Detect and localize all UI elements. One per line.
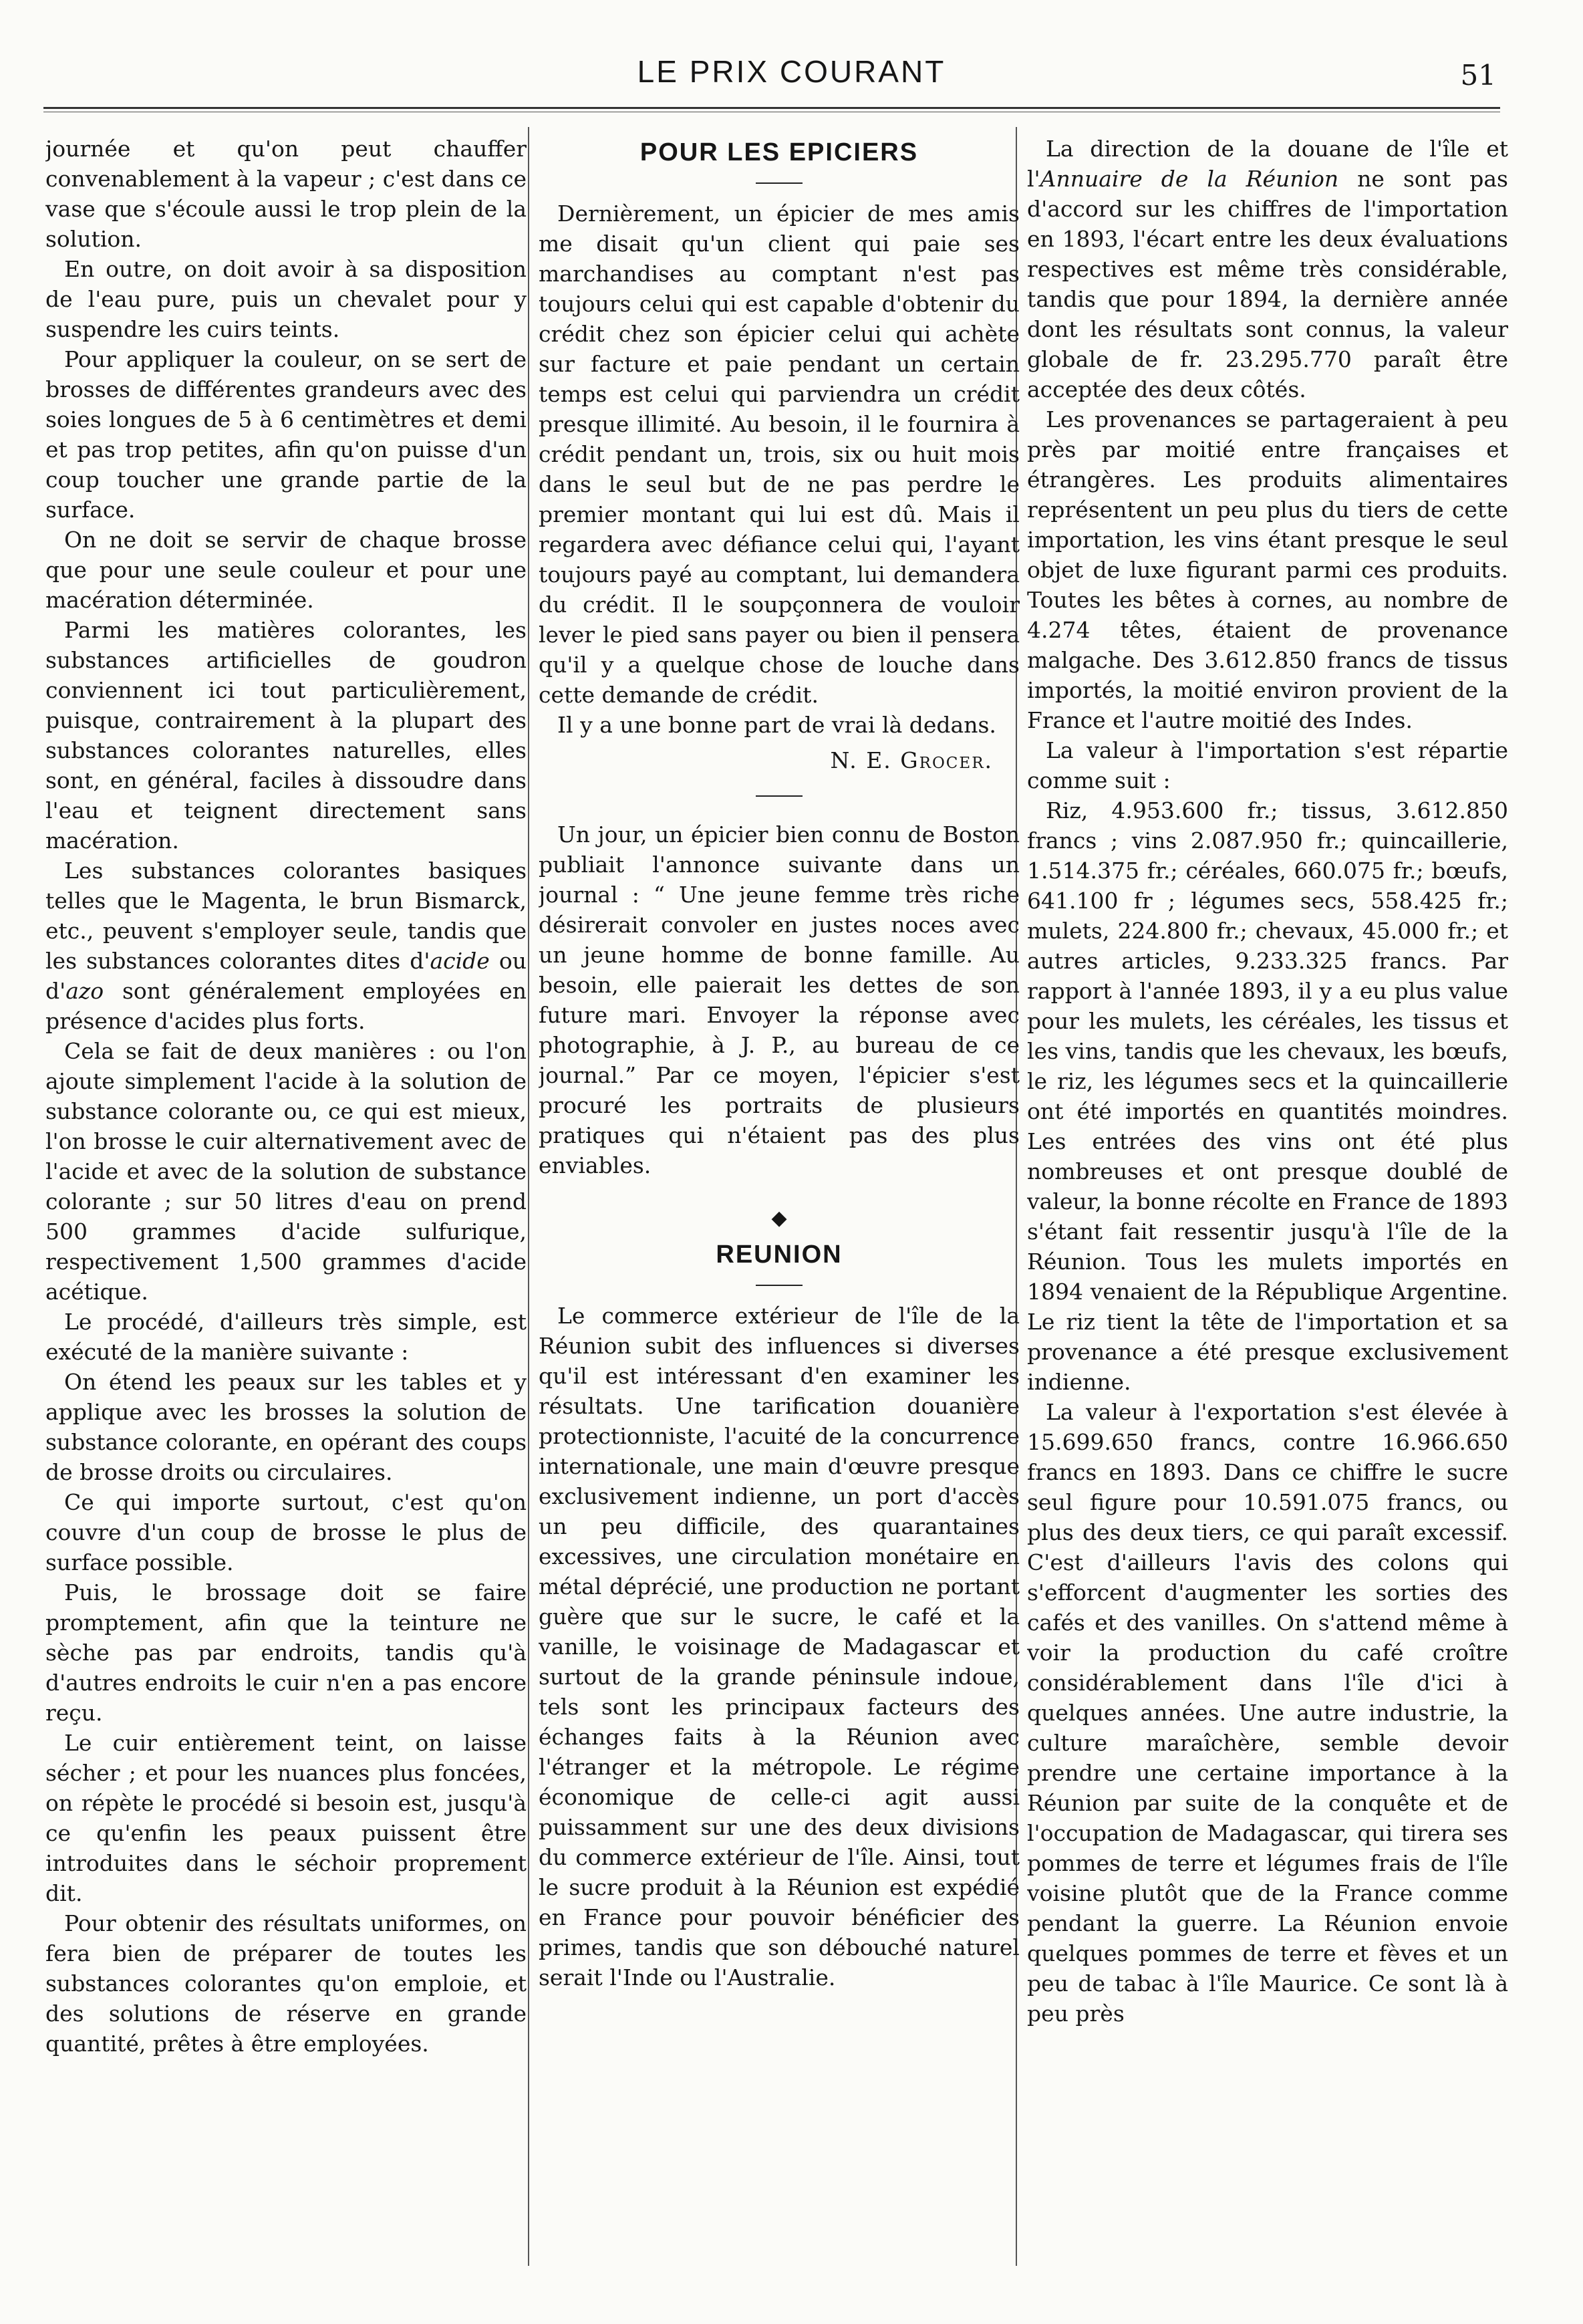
paragraph: Dernièrement, un épicier de mes amis me disait qu'un client qui paie ses marchandises au comptant n'est pas toujours celui qui est capable d'obtenir du crédit chez son épicier celui qui achète sur facture et paie pendant un certain temps est celui qui parviendra un crédit presque illimité. Au besoin, il le fournira à crédit pendant un, trois, six ou huit mois dans le seul but de ne pas perdre le premier montant qui lui est dû. Mais il regardera avec défiance celui qui, l'ayant toujours payé au comptant, lui demandera du crédit. Il le soupçonnera de vouloir lever le pied sans payer ou bien il pensera qu'il y a quelque chose de louche dans cette demande de crédit. xyxy=(539,201,1020,708)
column-1 xyxy=(45,134,527,2259)
italic-title: Annuaire de la Réunion xyxy=(1040,166,1339,192)
paragraph: Parmi les matières colorantes, les substances artificielles de goudron conviennent ici tout particulièrement, puisque, contrairement à la plupart des substances colorantes naturelles, elles sont, en général, faciles à dissoudre dans l'eau et teignent directement sans macération. xyxy=(45,617,527,854)
text-run: Les substances colorantes basiques telles que le Magenta, le brun Bismarck, etc., peuvent s'employer seule, tandis que les substances colorantes dites d' xyxy=(45,858,527,974)
italic-term: acide xyxy=(430,948,490,974)
paragraph: Riz, 4.953.600 fr.; tissus, 3.612.850 francs ; vins 2.087.950 fr.; quincaillerie, 1.514.375 fr.; céréales, 660.075 fr.; bœufs, 641.100 fr ; légumes secs, 558.425 fr.; mulets, 224.800 fr.; chevaux, 45.000 fr.; et autres articles, 9.233.325 francs. Par rapport à l'année 1893, il y a eu plus value pour les mulets, les céréales, les tissus et les vins, tandis que les chevaux, les bœufs, le riz, les légumes secs et la quincaillerie ont été importés en quantités moindres. Les entrées des vins ont été plus nombreuses et ont presque doublé de valeur, la bonne récolte en France de 1893 s'étant fait ressentir jusqu'à l'île de la Réunion. Tous les mulets importés en 1894 venaient de la République Argentine. Le riz tient la tête de l'importation et sa provenance a été presque exclusivement indienne. xyxy=(1027,797,1508,1395)
paragraph: Pour obtenir des résultats uniformes, on fera bien de préparer de toutes les substances colorantes qu'on emploie, et des solutions de réserve en grande quantité, prêtes à être employées. xyxy=(45,1910,527,2057)
text-run: sont généralement employées en présence d'acides plus forts. xyxy=(45,978,527,1034)
paragraph: La valeur à l'exportation s'est élevée à 15.699.650 francs, contre 16.966.650 francs en 1893. Dans ce chiffre le sucre seul figure pour 10.591.075 francs, ou plus des deux tiers, ce qui paraît excessif. C'est d'ailleurs l'avis des colons qui s'efforcent d'augmenter les sorties des cafés et des vanilles. On s'attend même à voir la production du café croître considérablement dans l'île d'ici à quelques années. Une autre industrie, la culture maraîchère, semble devoir prendre une certaine importance à la Réunion par suite de la conquête et de l'occupation de Madagascar, qui tirera ses pommes de terre et légumes frais de l'île voisine plutôt que de la France comme pendant la guerre. La Réunion envoie quelques pommes de terre et fèves et un peu de tabac à l'île Maurice. Ce sont là à peu près xyxy=(1027,1399,1508,2027)
paragraph: journée et qu'on peut chauffer convenablement à la vapeur ; c'est dans ce vase que s'écoule aussi le trop plein de la solution. xyxy=(45,136,527,252)
page-number: 51 xyxy=(1460,59,1496,92)
separator-dash xyxy=(756,182,803,184)
text-run: ou d' xyxy=(45,948,527,1004)
paragraph: La valeur à l'importation s'est répartie comme suit : xyxy=(1027,737,1508,793)
section-heading-epiciers: POUR LES EPICIERS xyxy=(639,138,919,166)
page-header xyxy=(0,0,1583,117)
masthead-title: LE PRIX COURANT xyxy=(637,54,946,89)
column-divider-1 xyxy=(528,127,529,2266)
italic-term: azo xyxy=(65,978,104,1004)
paragraph: En outre, on doit avoir à sa disposition de l'eau pure, puis un chevalet pour y suspendre les cuirs teints. xyxy=(45,256,527,342)
column-2 xyxy=(539,134,1020,2259)
text-run: La direction de la douane de l'île et l' xyxy=(1027,136,1508,192)
separator-dash xyxy=(756,795,803,797)
paragraph: Le cuir entièrement teint, on laisse sécher ; et pour les nuances plus foncées, on répète le procédé si besoin est, jusqu'à ce qu'enfin les peaux puissent être introduites dans le séchoir proprement dit. xyxy=(45,1730,527,1906)
paragraph: Pour appliquer la couleur, on se sert de brosses de différentes grandeurs avec des soies longues de 5 à 6 centimètres et demi et pas trop petites, afin qu'on puisse d'un coup toucher une grande partie de la surface. xyxy=(45,346,527,523)
paragraph: Les provenances se partageraient à peu près par moitié entre françaises et étrangères. Les produits alimentaires représentent un peu plus du tiers de cette importation, les vins étant presque le seul objet de luxe figurant parmi ces produits. Toutes les bêtes à cornes, au nombre de 4.274 têtes, étaient de provenance malgache. Des 3.612.850 francs de tissus importés, la moitié environ provient de la France et l'autre moitié des Indes. xyxy=(1027,406,1508,733)
paragraph: Un jour, un épicier bien connu de Boston publiait l'annonce suivante dans un journal : “ Une jeune femme très riche désirerait convoler en justes noces avec un jeune homme de bonne famille. Au besoin, elle paierait les dettes de son future mari. Envoyer la réponse avec photographie, à J. P., au bureau de ce journal.” Par ce moyen, l'épicier s'est procuré les portraits de plusieurs pratiques qui n'étaient pas des plus enviables. xyxy=(539,821,1020,1178)
paragraph xyxy=(1027,134,1508,404)
paragraph: Le procédé, d'ailleurs très simple, est exécuté de la manière suivante : xyxy=(45,1309,527,1365)
column-3 xyxy=(1027,134,1508,2259)
paragraph: Cela se fait de deux manières : ou l'on ajoute simplement l'acide à la solution de substance colorante ou, ce qui est mieux, l'on brosse le cuir alternativement avec de l'acide et avec de la solution de substance colorante ; sur 50 litres d'eau on prend 500 grammes d'acide sulfurique, respectivement 1,500 grammes d'acide acétique. xyxy=(45,1038,527,1305)
text-run: ne sont pas d'accord sur les chiffres de l'importation en 1893, l'écart entre les deux évaluations respectives est même très considérable, tandis que pour 1894, la dernière année dont les résultats sont connus, la valeur globale de fr. 23.295.770 paraît être acceptée des deux côtés. xyxy=(1027,166,1508,402)
ornament-diamond-icon: ◆ xyxy=(771,1206,787,1230)
author-signature: N. E. Grocer. xyxy=(830,747,993,773)
paragraph: Ce qui importe surtout, c'est qu'on couvre d'un coup de brosse le plus de surface possible. xyxy=(45,1489,527,1575)
paragraph: On étend les peaux sur les tables et y applique avec les brosses la solution de substance colorante, en opérant des coups de brosse droits ou circulaires. xyxy=(45,1369,527,1485)
paragraph: Puis, le brossage doit se faire promptement, afin que la teinture ne sèche pas par endroits, tandis qu'à d'autres endroits le cuir n'en a pas encore reçu. xyxy=(45,1579,527,1726)
separator-dash xyxy=(756,1285,803,1286)
section-heading-reunion: REUNION xyxy=(716,1241,843,1269)
paragraph xyxy=(45,856,527,1036)
header-rule xyxy=(43,107,1500,112)
paragraph: Il y a une bonne part de vrai là dedans. xyxy=(557,712,996,738)
paragraph: Le commerce extérieur de l'île de la Réunion subit des influences si diverses qu'il est intéressant d'en examiner les résultats. Une tarification douanière protectionniste, l'acuité de la concurrence internationale, une main d'œuvre presque exclusivement indienne, un port d'accès un peu difficile, des quarantaines excessives, une circulation monétaire en métal déprécié, une production ne portant guère que sur le sucre, le café et la vanille, le voisinage de Madagascar et surtout de la grande péninsule indoue, tels sont les principaux facteurs des échanges faits à la Réunion avec l'étranger et la métropole. Le régime économique de celle-ci agit aussi puissamment sur une des deux divisions du commerce extérieur de l'île. Ainsi, tout le sucre produit à la Réunion est expédié en France pour pouvoir bénéficier des primes, tandis que son débouché naturel serait l'Inde ou l'Australie. xyxy=(539,1303,1020,1990)
paragraph: On ne doit se servir de chaque brosse que pour une seule couleur et pour une macération déterminée. xyxy=(45,527,527,613)
